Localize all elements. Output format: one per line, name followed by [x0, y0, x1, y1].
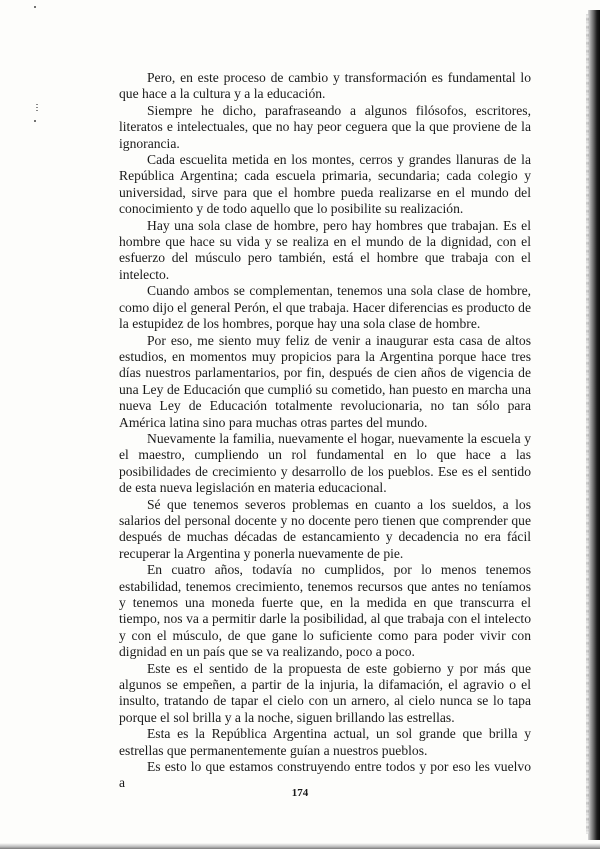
- body-text: [119, 70, 531, 792]
- paragraph: Por eso, me siento muy feliz de venir a inaugurar esta casa de altos estudios, en momentos muy propicios para la Argentina porque hace tres días nuestros parlamentarios, por fin, después de cien años de vigencia de una Ley de Educación que cumplió su cometido, han puesto en marcha una nueva Ley de Educación totalmente revolucionaria, no tan sólo para América latina sino para muchas otras partes del mundo.: [119, 332, 531, 430]
- paragraph: Hay una sola clase de hombre, pero hay hombres que trabajan. Es el hombre que hace su vida y se realiza en el mundo de la dignidad, con el esfuerzo del músculo pero también, está el hombre que trabaja con el intelecto.: [119, 217, 531, 282]
- paragraph: Esta es la República Argentina actual, un sol grande que brilla y estrellas que permanentemente guían a nuestros pueblos.: [119, 726, 531, 758]
- page-stack-edge: [586, 14, 589, 834]
- bottom-page-edge: [0, 843, 600, 849]
- paragraph: Siempre he dicho, parafraseando a algunos filósofos, escritores, literatos e intelectuales, que no hay peor ceguera que la que proviene de la ignorancia.: [119, 102, 531, 151]
- book-spine-shadow: [588, 10, 600, 840]
- paragraph: Este es el sentido de la propuesta de este gobierno y por más que algunos se empeñen, a partir de la injuria, la difamación, el agravio o el insulto, tratando de tapar el cielo con un arnero, al cielo nunca se lo tapa porque el sol brilla y a la noche, siguen brillando las estrellas.: [119, 660, 531, 725]
- paragraph: Pero, en este proceso de cambio y transformación es fundamental lo que hace a la cultura y a la educación.: [119, 70, 531, 102]
- scan-speck: [34, 120, 36, 122]
- paragraph: Es esto lo que estamos construyendo entre todos y por eso les vuelvo a: [119, 759, 531, 791]
- paragraph: En cuatro años, todavía no cumplidos, por lo menos tenemos estabilidad, tenemos crecimiento, tenemos recursos que antes no teníamos y tenemos una moneda fuerte que, en la medida en que transcurra el tiempo, nos va a permitir darle la posibilidad, al que trabaja con el intelecto y con el músculo, de que gane lo suficiente como para poder vivir con dignidad en un país que se va realizando, poco a poco.: [119, 562, 531, 660]
- scan-speck: [36, 104, 38, 112]
- paragraph: Sé que tenemos severos problemas en cuanto a los sueldos, a los salarios del personal docente y no docente pero tienen que comprender que después de muchas décadas de estancamiento y decadencia no era fácil recuperar la Argentina y ponerla nuevamente de pie.: [119, 496, 531, 561]
- page-number: 174: [291, 787, 309, 799]
- paragraph: Cada escuelita metida en los montes, cerros y grandes llanuras de la República Argentina; cada escuela primaria, secundaria; cada colegio y universidad, sirve para que el hombre pueda realizarse en el mundo del conocimiento y de todo aquello que lo posibilite su realización.: [119, 152, 531, 217]
- paragraph: Nuevamente la familia, nuevamente el hogar, nuevamente la escuela y el maestro, cumpliendo un rol fundamental en lo que hace a las posibilidades de crecimiento y desarrollo de los pueblos. Ese es el sentido de esta nueva legislación en materia educacional.: [119, 430, 531, 496]
- scan-speck: [34, 6, 36, 8]
- paragraph: Cuando ambos se complementan, tenemos una sola clase de hombre, como dijo el general Perón, el que trabaja. Hacer diferencias es producto de la estupidez de los hombres, porque hay una sola clase de hombre.: [119, 283, 531, 332]
